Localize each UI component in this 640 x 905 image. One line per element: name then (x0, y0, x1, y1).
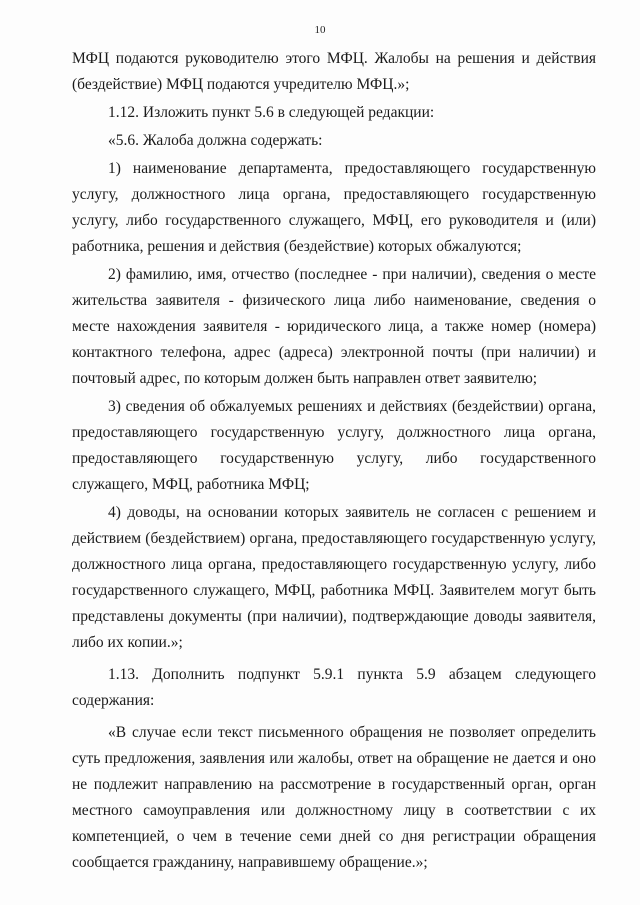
paragraph-subitem-2: 2) фамилию, имя, отчество (последнее - при наличии), сведения о месте жительства заявителя - физического лица либо наименование, сведения о месте нахождения заявителя - юридического лица, а также номер (номера) контактного телефона, адрес (адреса) электронной почты (при наличии) и почтовый адрес, по которым должен быть направлен ответ заявителю; (72, 266, 596, 387)
paragraph-continuation: МФЦ подаются руководителю этого МФЦ. Жалобы на решения и действия (бездействие) МФЦ подаются учредителю МФЦ.»; (72, 50, 596, 93)
paragraph-subitem-3: 3) сведения об обжалуемых решениях и действиях (бездействии) органа, предоставляющего государственную услугу, должностного лица органа, предоставляющего государственную услугу, либо государственного служащего, МФЦ, работника МФЦ; (72, 398, 596, 493)
paragraph-item-1-13: 1.13. Дополнить подпункт 5.9.1 пункта 5.9 абзацем следующего содержания: (72, 666, 596, 709)
paragraph-subitem-4: 4) доводы, на основании которых заявитель не согласен с решением и действием (бездействием) органа, предоставляющего государственную услугу, должностного лица органа, предоставляющего государственную услугу, либо государственного служащего, МФЦ, работника МФЦ. Заявителем могут быть представлены документы (при наличии), подтверждающие доводы заявителя, либо их копии.»; (72, 504, 596, 651)
paragraph-subitem-1: 1) наименование департамента, предоставляющего государственную услугу, должностного лица органа, предоставляющего государственную услугу, либо государственного служащего, МФЦ, его руководителя и (или) работника, решения и действия (бездействие) которых обжалуются; (72, 160, 596, 255)
paragraph-item-1-12: 1.12. Изложить пункт 5.6 в следующей редакции: (108, 104, 435, 121)
paragraph-quoted-addition: «В случае если текст письменного обращения не позволяет определить суть предложения, заявления или жалобы, ответ на обращение не дается и оно не подлежит направлению на рассмотрение в государственный орган, орган местного самоуправления или должностному лицу в соответствии с их компетенцией, о чем в течение семи дней со дня регистрации обращения сообщается гражданину, направившему обращение.»; (72, 724, 596, 871)
document-body (72, 46, 596, 876)
page-number: 10 (314, 24, 326, 36)
paragraph-item-5-6-heading: «5.6. Жалоба должна содержать: (108, 132, 323, 149)
